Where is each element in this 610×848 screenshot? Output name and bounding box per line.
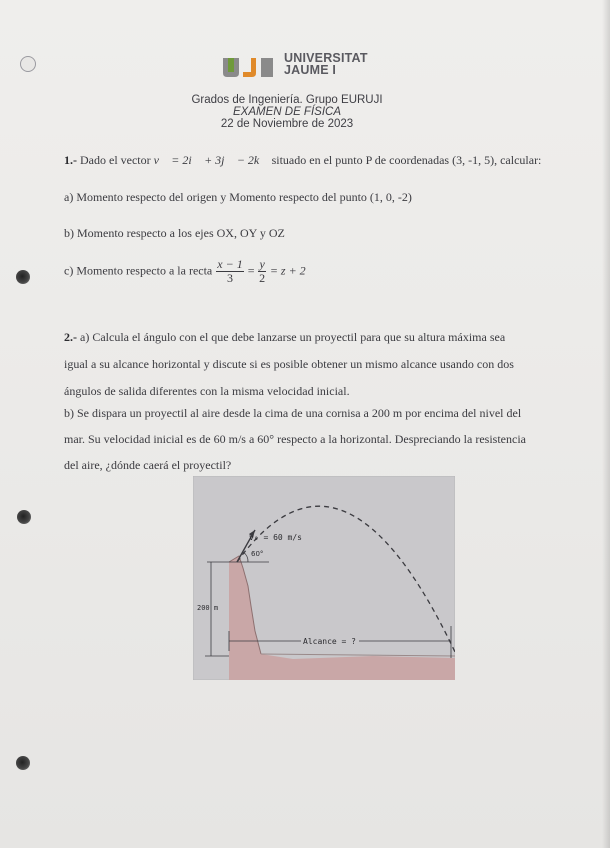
university-name-line2: JAUME I <box>284 63 337 77</box>
q1-intro-before: Dado el vector <box>80 153 151 167</box>
q2-part-a <box>64 324 574 405</box>
q2-a-line3: ángulos de salida diferentes con la misma velocidad inicial. <box>64 384 350 398</box>
q1-part-b: b) Momento respecto a los ejes OX, OY y OZ <box>64 226 285 240</box>
range-label: Alcance = ? <box>303 637 356 646</box>
q1-part-c <box>64 258 306 285</box>
degree-line: Grados de Ingeniería. Grupo EURUJI <box>191 94 383 106</box>
binder-hole-upper <box>16 270 30 284</box>
q2-a-line1 <box>64 324 574 351</box>
line-equation-fraction-y <box>258 258 265 285</box>
exam-title: EXAMEN DE FÍSICA <box>233 106 341 118</box>
university-name-line1: UNIVERSITAT <box>284 51 368 65</box>
line-equation-fraction-x <box>216 258 243 285</box>
page-edge-shadow <box>602 0 610 848</box>
q1-part-c-prefix: c) Momento respecto a la recta <box>64 263 213 278</box>
projectile-figure <box>193 476 455 680</box>
q2-part-b <box>64 400 578 478</box>
line-equation-tail: = z + 2 <box>269 263 306 278</box>
q2-b-line3: del aire, ¿dónde caerá el proyectil? <box>64 458 232 472</box>
q1-intro-after: situado en el punto P de coordenadas (3, -1, 5), calcular: <box>271 153 542 167</box>
binder-hole-bottom <box>16 756 30 770</box>
q1-vector: v⃗ = 2i⃗ + 3j⃗ − 2k⃗ <box>153 153 269 167</box>
equals-sign: = <box>247 263 255 278</box>
fraction-y-denominator: 2 <box>259 271 266 285</box>
height-label: 200 m <box>197 604 219 612</box>
fraction-y-numerator: y <box>259 257 265 271</box>
q2-b-line1: b) Se dispara un proyectil al aire desde la cima de una cornisa a 200 m por encima del nivel del <box>64 406 522 420</box>
fraction-x-denominator: 3 <box>226 271 233 285</box>
q2-b-line2: mar. Su velocidad inicial es de 60 m/s a 60° respecto a la horizontal. Despreciando la resistencia <box>64 432 526 446</box>
angle-label: 60° <box>251 550 264 558</box>
q2-a-line1-text: a) Calcula el ángulo con el que debe lanzarse un proyectil para que su altura máxima sea <box>80 330 506 344</box>
q1-part-a: a) Momento respecto del origen y Momento respecto del punto (1, 0, -2) <box>64 190 412 204</box>
velocity-label: v₀ = 60 m/s <box>249 533 302 542</box>
binder-hole-top <box>20 56 36 72</box>
exam-date: 22 de Noviembre de 2023 <box>220 118 354 130</box>
q2-number: 2.- <box>64 330 77 344</box>
q1-number: 1.- <box>64 153 77 167</box>
q1-statement <box>64 153 541 168</box>
binder-hole-middle <box>17 510 31 524</box>
q2-a-line2: igual a su alcance horizontal y discute si es posible obtener un mismo alcance usando con dos <box>64 357 514 371</box>
fraction-x-numerator: x − 1 <box>217 257 243 271</box>
uji-logo-mark <box>222 56 276 78</box>
university-name <box>284 52 424 76</box>
